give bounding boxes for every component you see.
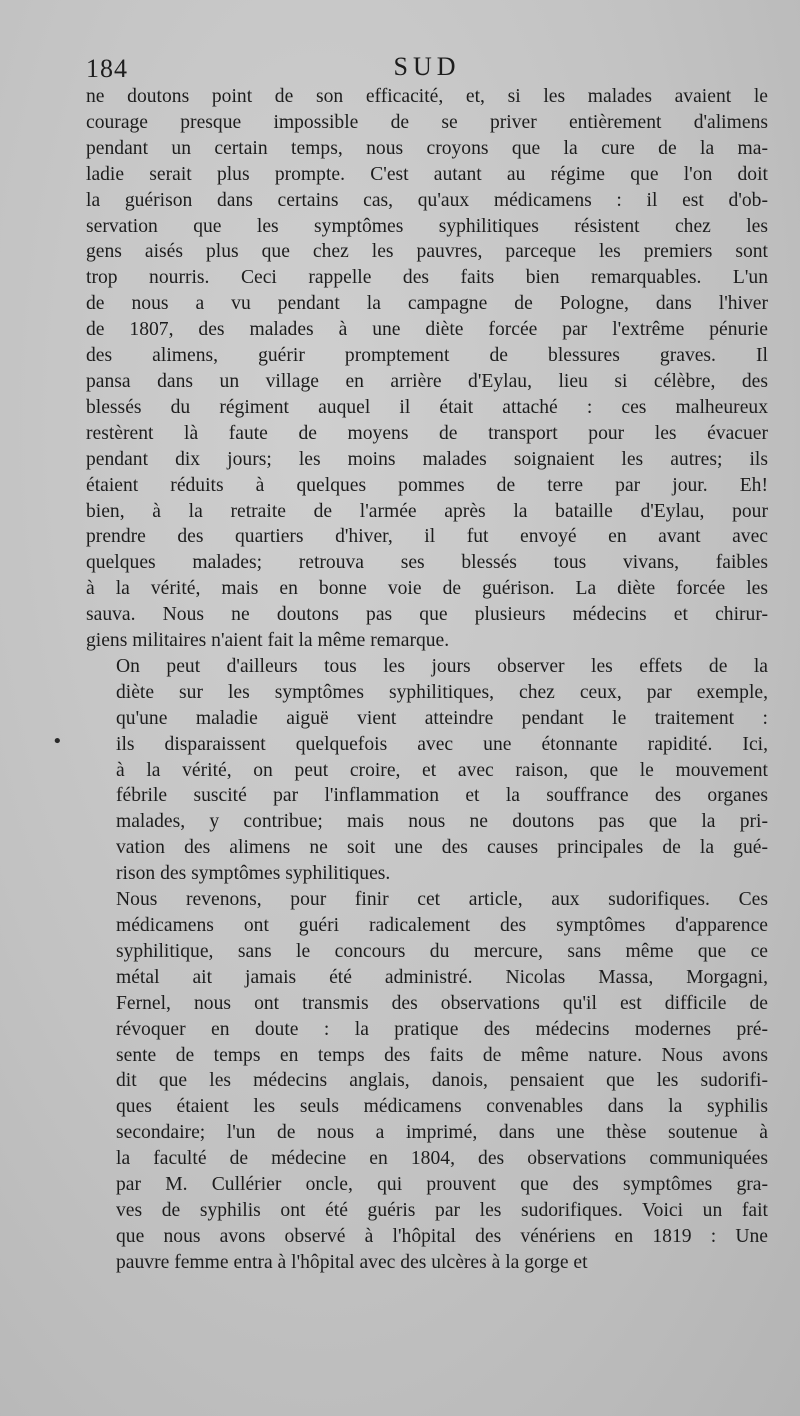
text-line: médicamens ont guéri radicalement des symptômes d'apparence	[116, 915, 768, 936]
running-title: SUD	[393, 52, 461, 81]
text-line: la guérison dans certains cas, qu'aux médicamens : il est d'ob-	[86, 189, 768, 211]
margin-mark: •	[52, 731, 63, 752]
text-line: syphilitique, sans le concours du mercure, sans même que ce	[116, 940, 768, 962]
text-line: bien, à la retraite de l'armée après la bataille d'Eylau, pour	[86, 500, 768, 522]
text-line: prendre des quartiers d'hiver, il fut envoyé en avant avec	[86, 526, 768, 548]
text-line: dit que les médecins anglais, danois, pensaient que les sudorifi-	[116, 1070, 768, 1092]
text-line: de nous a vu pendant la campagne de Pologne, dans l'hiver	[86, 293, 768, 315]
text-line: malades, y contribue; mais nous ne doutons pas que la pri-	[116, 811, 768, 833]
paragraph	[86, 654, 768, 887]
text-line: ladie serait plus prompte. C'est autant au régime que l'on doit	[86, 163, 768, 185]
text-line: gens aisés plus que chez les pauvres, parceque les premiers sont	[86, 241, 768, 263]
text-line: à la vérité, on peut croire, et avec raison, que le mouvement	[116, 759, 768, 781]
text-line: rison des symptômes syphilitiques.	[116, 863, 391, 885]
text-line: à la vérité, mais en bonne voie de guérison. La diète forcée les	[86, 578, 768, 600]
running-head	[86, 50, 768, 84]
text-line: Nous revenons, pour finir cet article, aux sudorifiques. Ces	[116, 889, 768, 911]
text-line: diète sur les symptômes syphilitiques, chez ceux, par exemple,	[116, 681, 768, 703]
page-number: 184	[86, 54, 128, 83]
text-line: blessés du régiment auquel il était attaché : ces malheureux	[86, 396, 768, 418]
text-line: pendant dix jours; les moins malades soignaient les autres; ils	[86, 448, 768, 470]
paragraph	[86, 887, 768, 1276]
text-line: pansa dans un village en arrière d'Eylau, lieu si célèbre, des	[86, 370, 768, 392]
text-line: pauvre femme entra à l'hôpital avec des ulcères à la gorge et	[116, 1251, 588, 1273]
text-line: courage presque impossible de se priver entièrement d'alimens	[86, 111, 768, 133]
text-line: servation que les symptômes syphilitiques résistent chez les	[86, 215, 768, 237]
text-line: sente de temps en temps des faits de même nature. Nous avons	[116, 1044, 768, 1066]
text-line: On peut d'ailleurs tous les jours observer les effets de la	[116, 655, 768, 677]
text-line: sauva. Nous ne doutons pas que plusieurs médecins et chirur-	[86, 604, 768, 626]
text-line: des alimens, guérir promptement de blessures graves. Il	[86, 345, 768, 367]
text-line: qu'une maladie aiguë vient atteindre pendant le traitement :	[116, 707, 768, 729]
text-line: la faculté de médecine en 1804, des observations communiquées	[116, 1148, 768, 1170]
paragraph	[86, 84, 768, 654]
text-line: ques étaient les seuls médicamens convenables dans la syphilis	[116, 1096, 768, 1118]
text-line: vation des alimens ne soit une des causes principales de la gué-	[116, 837, 768, 859]
body-text	[86, 84, 768, 1276]
text-line: par M. Cullérier oncle, qui prouvent que des symptômes gra-	[116, 1174, 768, 1196]
text-line: trop nourris. Ceci rappelle des faits bien remarquables. L'un	[86, 267, 768, 289]
text-line: ils disparaissent quelquefois avec une étonnante rapidité. Ici,	[116, 733, 768, 755]
text-line: étaient réduits à quelques pommes de terre par jour. Eh!	[86, 474, 768, 496]
text-line: ves de syphilis ont été guéris par les sudorifiques. Voici un fait	[116, 1199, 768, 1221]
text-line: Fernel, nous ont transmis des observations qu'il est difficile de	[116, 992, 768, 1014]
text-line: que nous avons observé à l'hôpital des vénériens en 1819 : Une	[116, 1225, 768, 1247]
text-line: quelques malades; retrouva ses blessés tous vivans, faibles	[86, 552, 768, 574]
text-line: restèrent là faute de moyens de transport pour les évacuer	[86, 422, 768, 444]
text-line: ne doutons point de son efficacité, et, si les malades avaient le	[86, 86, 768, 107]
text-line: pendant un certain temps, nous croyons que la cure de la ma-	[86, 137, 768, 159]
text-line: révoquer en doute : la pratique des médecins modernes pré-	[116, 1018, 768, 1040]
text-line: fébrile suscité par l'inflammation et la souffrance des organes	[116, 785, 768, 807]
text-line: de 1807, des malades à une diète forcée par l'extrême pénurie	[86, 319, 768, 341]
text-line: métal ait jamais été administré. Nicolas Massa, Morgagni,	[116, 966, 768, 988]
text-line: giens militaires n'aient fait la même remarque.	[86, 630, 450, 652]
text-line: secondaire; l'un de nous a imprimé, dans une thèse soutenue à	[116, 1122, 768, 1144]
